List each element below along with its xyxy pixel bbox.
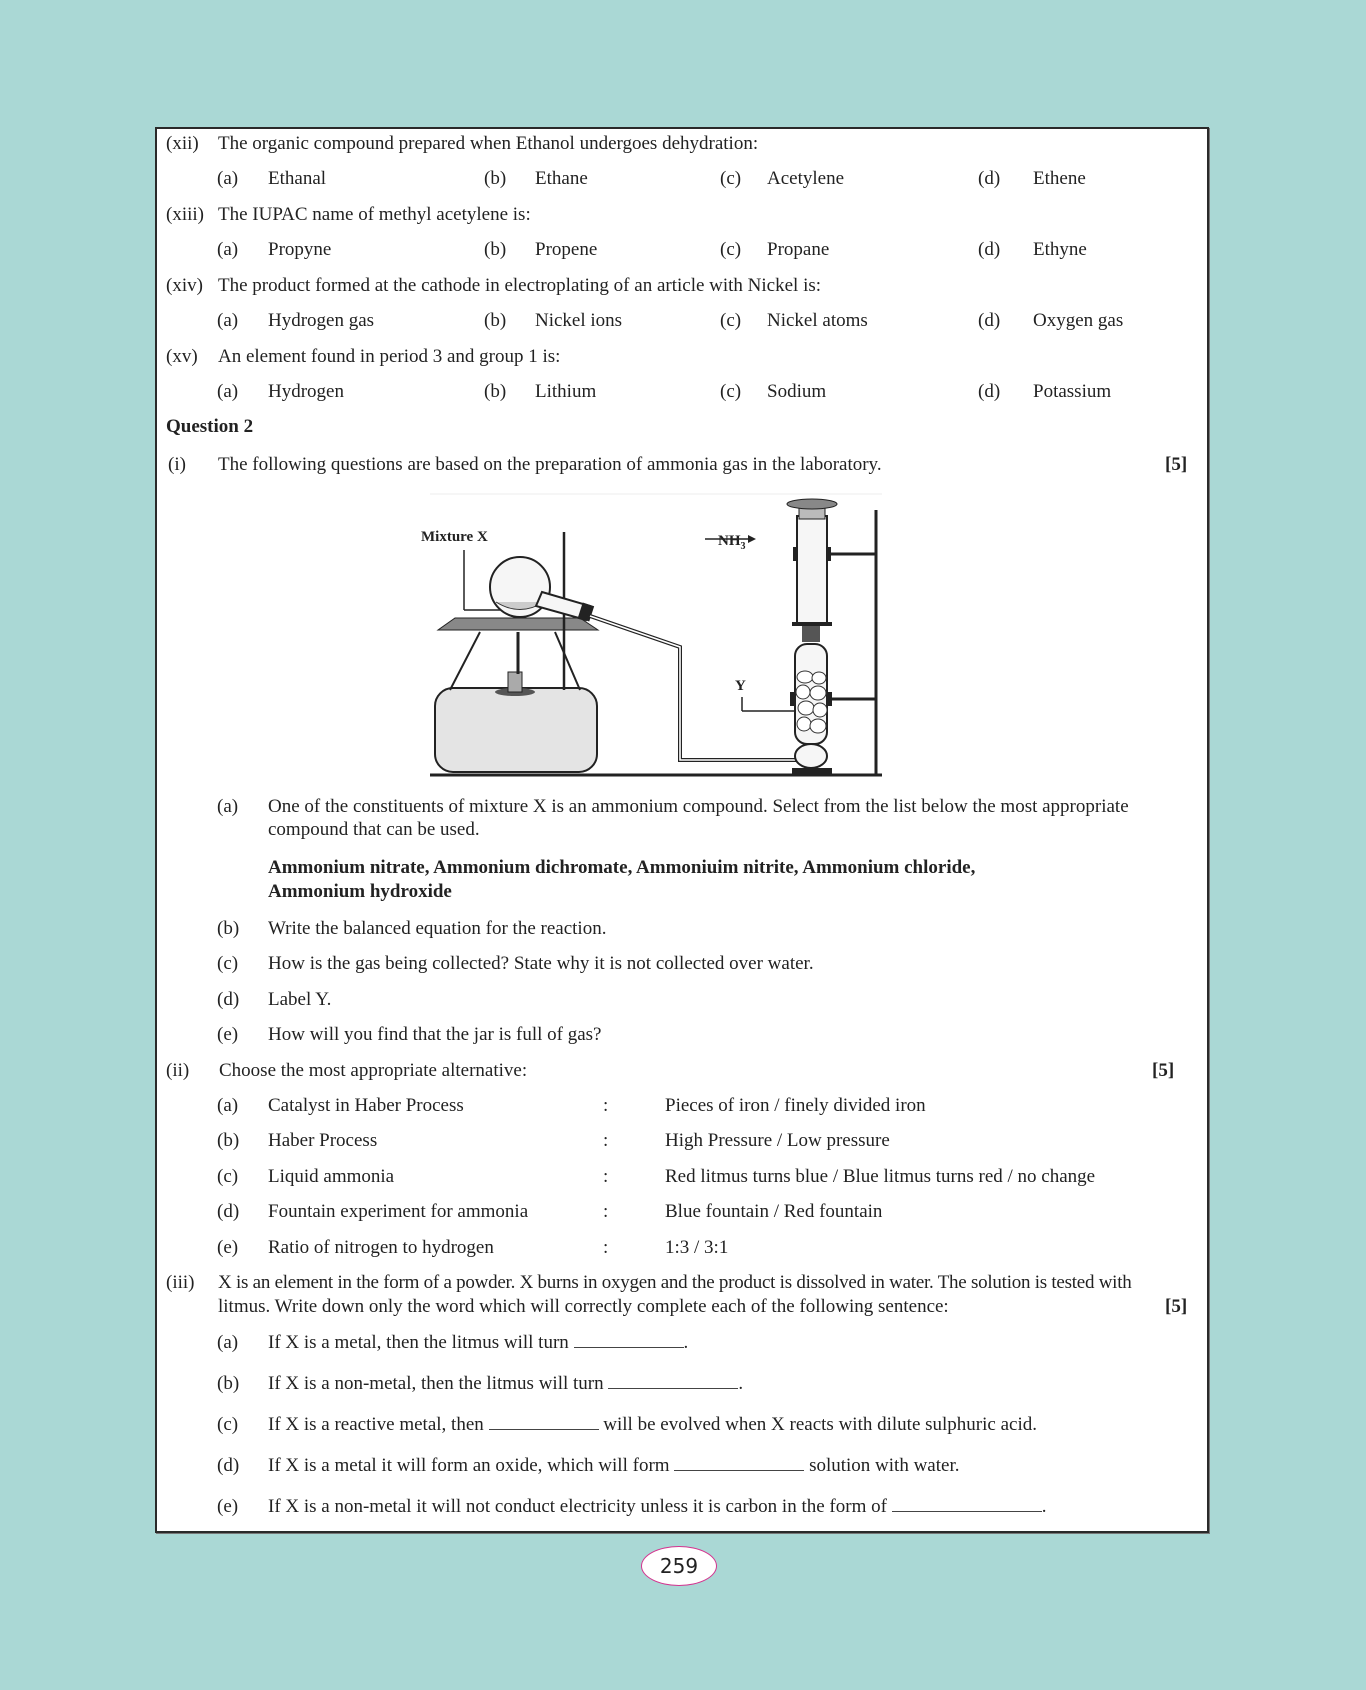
row-choice: Blue fountain / Red fountain xyxy=(665,1201,883,1222)
fill-blank-a xyxy=(217,1331,688,1354)
question-number: (xv) xyxy=(166,346,198,367)
sub-label: (e) xyxy=(217,1496,239,1517)
option-label: (a) xyxy=(217,168,239,189)
part-text: The following questions are based on the preparation of ammonia gas in the laboratory. xyxy=(218,454,882,475)
sub-text: How is the gas being collected? State why it is not collected over water. xyxy=(268,953,814,974)
blank-suffix: will be evolved when X reacts with dilute sulphuric acid. xyxy=(603,1414,1037,1435)
option-text: Sodium xyxy=(767,381,827,402)
row-choice: High Pressure / Low pressure xyxy=(665,1130,890,1151)
option-text: Oxygen gas xyxy=(1033,310,1124,331)
option-text: Lithium xyxy=(535,381,597,402)
ammonia-preparation-diagram xyxy=(421,492,882,777)
option-label: (d) xyxy=(978,310,1001,331)
option-text: Nickel ions xyxy=(535,310,623,331)
sub-text: Write the balanced equation for the reaction. xyxy=(268,918,607,939)
question-text: An element found in period 3 and group 1 is: xyxy=(218,346,561,367)
answer-blank xyxy=(489,1413,599,1430)
apparatus-illustration xyxy=(430,492,882,777)
option-label: (b) xyxy=(484,381,507,402)
row-label: (d) xyxy=(217,1201,240,1222)
part-number: (i) xyxy=(168,454,186,475)
compound-list-cont: Ammonium hydroxide xyxy=(268,881,452,902)
option-label: (b) xyxy=(484,168,507,189)
option-label: (a) xyxy=(217,310,239,331)
part-text-cont: litmus. Write down only the word which will correctly complete each of the following sentence: xyxy=(218,1296,949,1317)
y-label: Y xyxy=(735,678,746,694)
option-label: (d) xyxy=(978,381,1001,402)
section-heading: Question 2 xyxy=(166,416,254,437)
row-item: Ratio of nitrogen to hydrogen xyxy=(268,1237,494,1258)
row-item: Fountain experiment for ammonia xyxy=(268,1201,529,1222)
question-number: (xii) xyxy=(166,133,199,154)
option-text: Hydrogen xyxy=(268,381,344,402)
blank-prefix: If X is a reactive metal, then xyxy=(268,1414,484,1435)
row-label: (a) xyxy=(217,1095,239,1116)
row-separator: : xyxy=(603,1237,609,1258)
sub-text: Label Y. xyxy=(268,989,332,1010)
sub-text: One of the constituents of mixture X is an ammonium compound. Select from the list below the most appropriate xyxy=(268,796,1129,817)
sub-label: (c) xyxy=(217,1414,239,1435)
option-label: (c) xyxy=(720,381,742,402)
option-text: Nickel atoms xyxy=(767,310,868,331)
row-choice: 1:3 / 3:1 xyxy=(665,1237,729,1258)
fill-blank-e xyxy=(217,1495,1046,1518)
sub-label: (d) xyxy=(217,989,240,1010)
sub-text: How will you find that the jar is full of gas? xyxy=(268,1024,602,1045)
option-label: (c) xyxy=(720,239,742,260)
part-text: Choose the most appropriate alternative: xyxy=(219,1060,528,1081)
answer-blank xyxy=(574,1331,684,1348)
sub-label: (a) xyxy=(217,1332,239,1353)
marks-badge: [5] xyxy=(1165,454,1188,475)
row-item: Liquid ammonia xyxy=(268,1166,395,1187)
sub-text-cont: compound that can be used. xyxy=(268,819,480,840)
option-text: Propane xyxy=(767,239,830,260)
nh3-label: $NH_3$ xyxy=(718,533,746,552)
sub-label: (c) xyxy=(217,953,239,974)
row-separator: : xyxy=(603,1095,609,1116)
question-text: The product formed at the cathode in electroplating of an article with Nickel is: xyxy=(218,275,822,296)
row-separator: : xyxy=(603,1201,609,1222)
question-text: The IUPAC name of methyl acetylene is: xyxy=(218,204,531,225)
fill-blank-d xyxy=(217,1454,959,1477)
blank-suffix: solution with water. xyxy=(809,1455,960,1476)
option-text: Propene xyxy=(535,239,598,260)
marks-badge: [5] xyxy=(1165,1296,1188,1317)
part-text: X is an element in the form of a powder. X burns in oxygen and the product is dissolved in water. The solution is tested with xyxy=(218,1272,1132,1293)
fill-blank-b xyxy=(217,1372,743,1395)
option-text: Propyne xyxy=(268,239,332,260)
row-separator: : xyxy=(603,1130,609,1151)
compound-list: Ammonium nitrate, Ammonium dichromate, Ammoniuim nitrite, Ammonium chloride, xyxy=(268,857,976,878)
row-separator: : xyxy=(603,1166,609,1187)
fill-blank-c xyxy=(217,1413,1037,1436)
option-label: (c) xyxy=(720,168,742,189)
option-text: Potassium xyxy=(1033,381,1112,402)
sub-label: (e) xyxy=(217,1024,239,1045)
option-label: (b) xyxy=(484,239,507,260)
option-label: (c) xyxy=(720,310,742,331)
page-number-badge: 259 xyxy=(641,1546,717,1586)
option-text: Ethene xyxy=(1033,168,1086,189)
answer-blank xyxy=(674,1454,804,1471)
row-label: (c) xyxy=(217,1166,239,1187)
option-text: Hydrogen gas xyxy=(268,310,375,331)
part-number: (ii) xyxy=(166,1060,190,1081)
blank-prefix: If X is a non-metal, then the litmus will turn xyxy=(268,1373,604,1394)
option-text: Acetylene xyxy=(767,168,845,189)
option-label: (d) xyxy=(978,168,1001,189)
part-number: (iii) xyxy=(166,1272,195,1293)
blank-suffix: . xyxy=(683,1332,689,1353)
blank-prefix: If X is a non-metal it will not conduct electricity unless it is carbon in the form of xyxy=(268,1496,887,1517)
question-number: (xiii) xyxy=(166,204,204,225)
row-item: Haber Process xyxy=(268,1130,378,1151)
option-text: Ethanal xyxy=(268,168,327,189)
row-item: Catalyst in Haber Process xyxy=(268,1095,464,1116)
sub-label: (d) xyxy=(217,1455,240,1476)
question-text: The organic compound prepared when Ethanol undergoes dehydration: xyxy=(218,133,759,154)
blank-suffix: . xyxy=(1041,1496,1047,1517)
mixture-x-label: Mixture X xyxy=(421,529,488,545)
option-text: Ethyne xyxy=(1033,239,1087,260)
sub-label: (a) xyxy=(217,796,239,817)
option-text: Ethane xyxy=(535,168,588,189)
marks-badge: [5] xyxy=(1152,1060,1175,1081)
sub-label: (b) xyxy=(217,918,240,939)
row-choice: Red litmus turns blue / Blue litmus turns red / no change xyxy=(665,1166,1096,1187)
answer-blank xyxy=(608,1372,738,1389)
option-label: (b) xyxy=(484,310,507,331)
answer-blank xyxy=(892,1495,1042,1512)
row-label: (b) xyxy=(217,1130,240,1151)
blank-prefix: If X is a metal it will form an oxide, which will form xyxy=(268,1455,670,1476)
option-label: (a) xyxy=(217,239,239,260)
row-choice: Pieces of iron / finely divided iron xyxy=(665,1095,926,1116)
option-label: (d) xyxy=(978,239,1001,260)
blank-suffix: . xyxy=(738,1373,744,1394)
question-number: (xiv) xyxy=(166,275,203,296)
row-label: (e) xyxy=(217,1237,239,1258)
blank-prefix: If X is a metal, then the litmus will turn xyxy=(268,1332,569,1353)
sub-label: (b) xyxy=(217,1373,240,1394)
option-label: (a) xyxy=(217,381,239,402)
